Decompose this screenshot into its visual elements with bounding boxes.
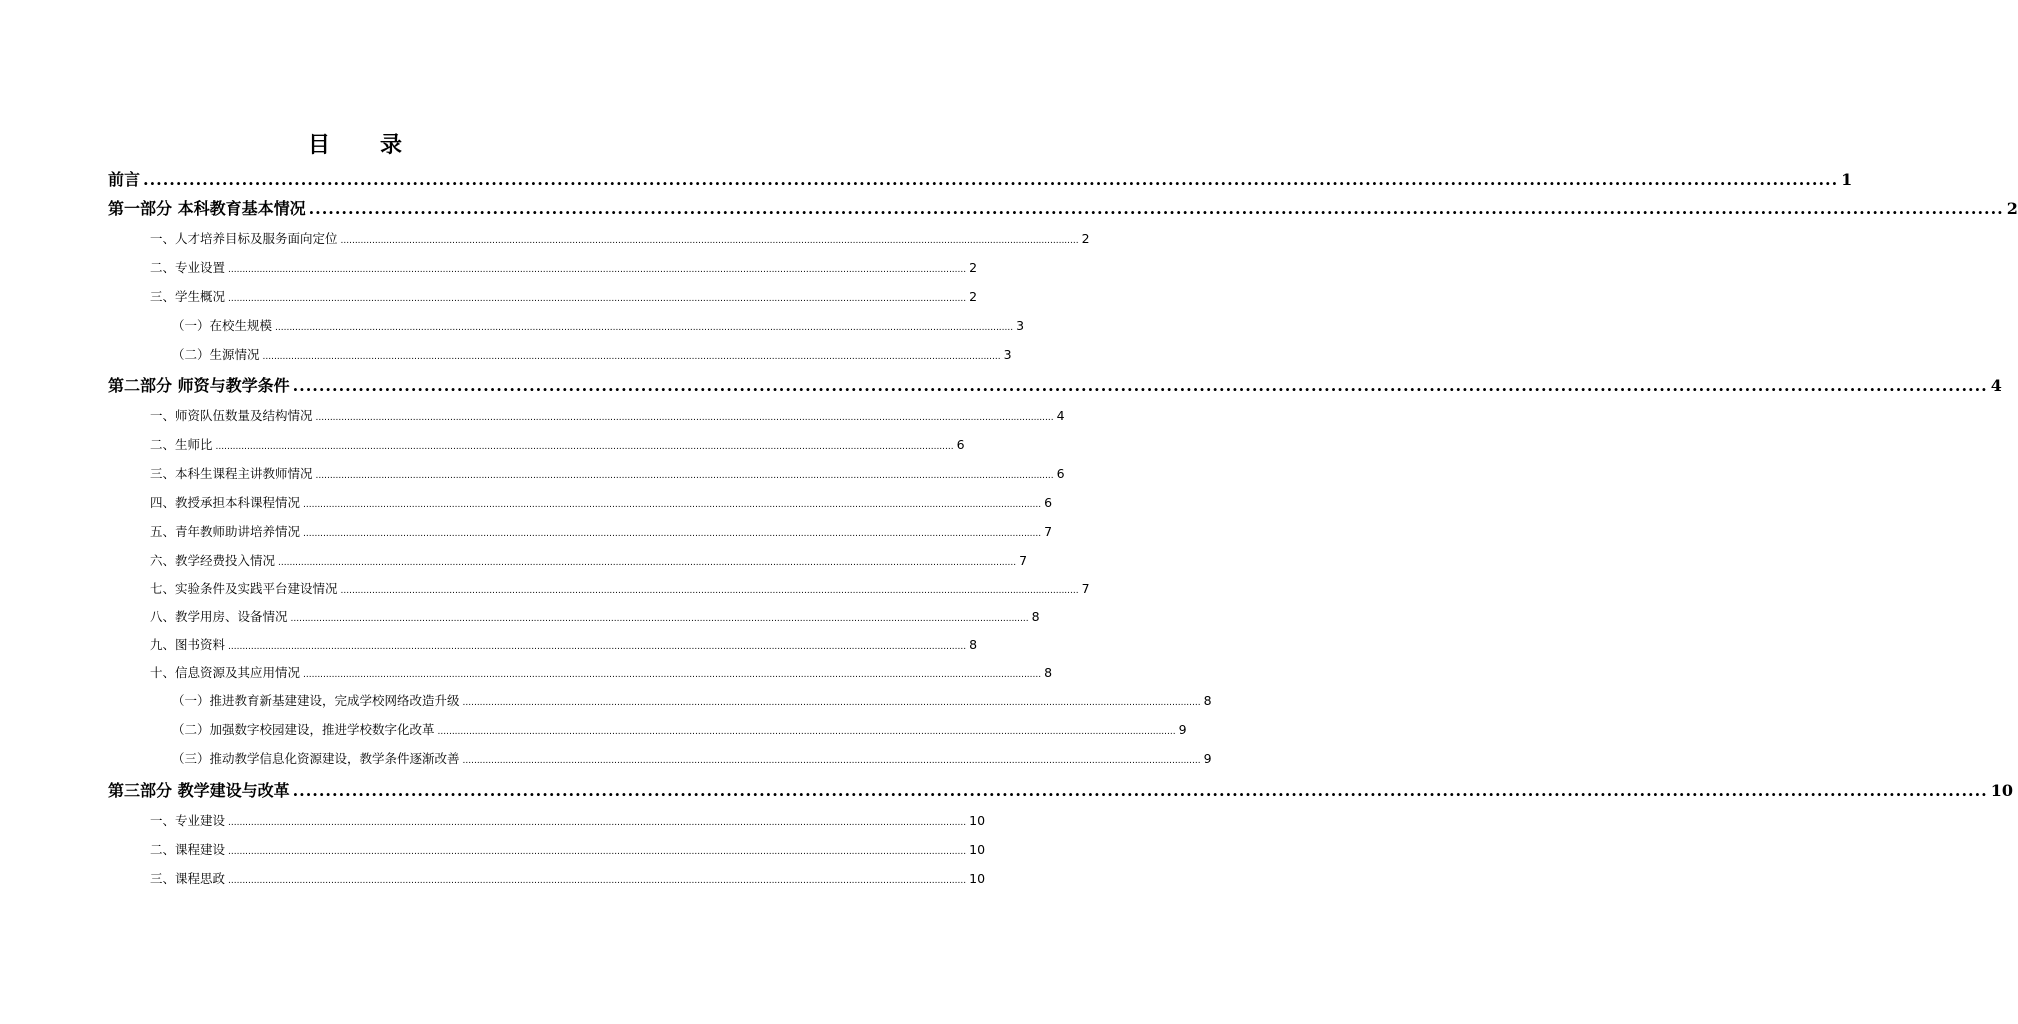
toc-entry-section[interactable] — [150, 813, 986, 829]
toc-page-number: 7 — [1081, 581, 1090, 596]
toc-leader-dots: .................................................................................................................................................................................................................................................................. — [275, 323, 1014, 333]
toc-page-number: 9 — [1178, 722, 1187, 737]
toc-leader-dots: .................................................................................................................................................................................................................................................................. — [303, 670, 1042, 680]
toc-leader-dots: .................................................................................................................................................................................................................................................................. — [315, 471, 1054, 481]
toc-page-number: 10 — [1990, 781, 2013, 800]
toc-leader-dots: .................................................................................................................................................................................................................................................................. — [143, 170, 1839, 189]
toc-entry-label: 第三部分 教学建设与改革 — [108, 781, 290, 800]
toc-entry-part-1[interactable] — [108, 199, 2018, 219]
toc-entry-label: （一）在校生规模 — [172, 318, 273, 333]
toc-entry-label: 三、本科生课程主讲教师情况 — [150, 466, 313, 481]
toc-leader-dots: .................................................................................................................................................................................................................................................................. — [292, 376, 1988, 395]
toc-entry-subsection[interactable] — [172, 722, 1187, 738]
toc-page-number: 8 — [1031, 609, 1040, 624]
toc-page-number: 9 — [1203, 751, 1212, 766]
toc-entry-section[interactable] — [150, 581, 1090, 597]
toc-entry-section[interactable] — [150, 637, 978, 653]
toc-leader-dots: .................................................................................................................................................................................................................................................................. — [315, 413, 1054, 423]
toc-entry-label: 六、教学经费投入情况 — [150, 553, 276, 568]
toc-entry-label: 八、教学用房、设备情况 — [150, 609, 288, 624]
toc-entry-preface[interactable] — [108, 170, 1853, 190]
toc-entry-section[interactable] — [150, 871, 986, 887]
toc-page-number: 2 — [2006, 199, 2018, 218]
toc-entry-label: 二、课程建设 — [150, 842, 226, 857]
toc-entry-subsection[interactable] — [172, 751, 1212, 767]
toc-leader-dots: .................................................................................................................................................................................................................................................................. — [292, 781, 1988, 800]
toc-page-number: 10 — [969, 813, 986, 828]
toc-entry-label: 一、人才培养目标及服务面向定位 — [150, 231, 338, 246]
toc-entry-label: （三）推动教学信息化资源建设，教学条件逐渐改善 — [172, 751, 460, 766]
toc-page-number: 8 — [1203, 693, 1212, 708]
toc-leader-dots: .................................................................................................................................................................................................................................................................. — [462, 756, 1201, 766]
toc-entry-subsection[interactable] — [172, 347, 1012, 363]
toc-entry-label: 第一部分 本科教育基本情况 — [108, 199, 306, 218]
toc-entry-label: 三、课程思政 — [150, 871, 226, 886]
toc-page-number: 2 — [969, 260, 978, 275]
toc-entry-section[interactable] — [150, 408, 1065, 424]
toc-leader-dots: .................................................................................................................................................................................................................................................................. — [303, 500, 1042, 510]
toc-page-number: 8 — [1044, 665, 1053, 680]
toc-page-number: 4 — [1056, 408, 1065, 423]
toc-leader-dots: .................................................................................................................................................................................................................................................................. — [228, 876, 967, 886]
toc-leader-dots: .................................................................................................................................................................................................................................................................. — [228, 642, 967, 652]
toc-page-number: 6 — [1056, 466, 1065, 481]
toc-entry-label: 二、专业设置 — [150, 260, 226, 275]
toc-entry-label: 九、图书资料 — [150, 637, 226, 652]
toc-entry-part-2[interactable] — [108, 376, 2002, 396]
toc-entry-part-3[interactable] — [108, 781, 2013, 801]
toc-leader-dots: .................................................................................................................................................................................................................................................................. — [228, 265, 967, 275]
toc-entry-label: 第二部分 师资与教学条件 — [108, 376, 290, 395]
toc-entry-label: 四、教授承担本科课程情况 — [150, 495, 301, 510]
toc-entry-section[interactable] — [150, 466, 1065, 482]
toc-page-number: 10 — [969, 871, 986, 886]
toc-page-number: 2 — [1081, 231, 1090, 246]
toc-leader-dots: .................................................................................................................................................................................................................................................................. — [308, 199, 2004, 218]
toc-entry-label: 五、青年教师助讲培养情况 — [150, 524, 301, 539]
toc-page-number: 2 — [969, 289, 978, 304]
toc-page-number: 7 — [1019, 553, 1028, 568]
toc-page-number: 6 — [956, 437, 965, 452]
toc-page-number: 10 — [969, 842, 986, 857]
toc-entry-section[interactable] — [150, 289, 978, 305]
toc-entry-label: 二、生师比 — [150, 437, 213, 452]
toc-page-number: 1 — [1841, 170, 1853, 189]
toc-leader-dots: .................................................................................................................................................................................................................................................................. — [215, 442, 954, 452]
toc-entry-label: （二）生源情况 — [172, 347, 260, 362]
toc-leader-dots: .................................................................................................................................................................................................................................................................. — [228, 847, 967, 857]
toc-entry-label: （二）加强数字校园建设，推进学校数字化改革 — [172, 722, 435, 737]
toc-entry-section[interactable] — [150, 524, 1053, 540]
toc-page-number: 3 — [1003, 347, 1012, 362]
toc-leader-dots: .................................................................................................................................................................................................................................................................. — [303, 529, 1042, 539]
toc-leader-dots: .................................................................................................................................................................................................................................................................. — [290, 614, 1029, 624]
toc-leader-dots: .................................................................................................................................................................................................................................................................. — [437, 727, 1176, 737]
toc-entry-label: 三、学生概况 — [150, 289, 226, 304]
toc-page-number: 6 — [1044, 495, 1053, 510]
toc-entry-section[interactable] — [150, 553, 1028, 569]
toc-entry-subsection[interactable] — [172, 318, 1025, 334]
toc-leader-dots: .................................................................................................................................................................................................................................................................. — [262, 352, 1001, 362]
toc-entry-label: （一）推进教育新基建建设，完成学校网络改造升级 — [172, 693, 460, 708]
page-title: 目 录 — [307, 132, 416, 158]
toc-entry-label: 一、师资队伍数量及结构情况 — [150, 408, 313, 423]
toc-page-number: 4 — [1990, 376, 2002, 395]
toc-entry-section[interactable] — [150, 260, 978, 276]
toc-leader-dots: .................................................................................................................................................................................................................................................................. — [228, 818, 967, 828]
toc-entry-label: 前言 — [108, 170, 141, 189]
toc-entry-section[interactable] — [150, 231, 1090, 247]
toc-entry-section[interactable] — [150, 495, 1053, 511]
toc-entry-label: 十、信息资源及其应用情况 — [150, 665, 301, 680]
toc-entry-section[interactable] — [150, 437, 965, 453]
toc-leader-dots: .................................................................................................................................................................................................................................................................. — [340, 586, 1079, 596]
toc-entry-label: 七、实验条件及实践平台建设情况 — [150, 581, 338, 596]
toc-leader-dots: .................................................................................................................................................................................................................................................................. — [278, 558, 1017, 568]
toc-page-number: 3 — [1016, 318, 1025, 333]
toc-leader-dots: .................................................................................................................................................................................................................................................................. — [340, 236, 1079, 246]
toc-page-number: 7 — [1044, 524, 1053, 539]
toc-entry-section[interactable] — [150, 665, 1053, 681]
toc-entry-subsection[interactable] — [172, 693, 1212, 709]
toc-page-number: 8 — [969, 637, 978, 652]
toc-leader-dots: .................................................................................................................................................................................................................................................................. — [462, 698, 1201, 708]
toc-entry-section[interactable] — [150, 842, 986, 858]
toc-entry-label: 一、专业建设 — [150, 813, 226, 828]
toc-entry-section[interactable] — [150, 609, 1040, 625]
toc-leader-dots: .................................................................................................................................................................................................................................................................. — [228, 294, 967, 304]
